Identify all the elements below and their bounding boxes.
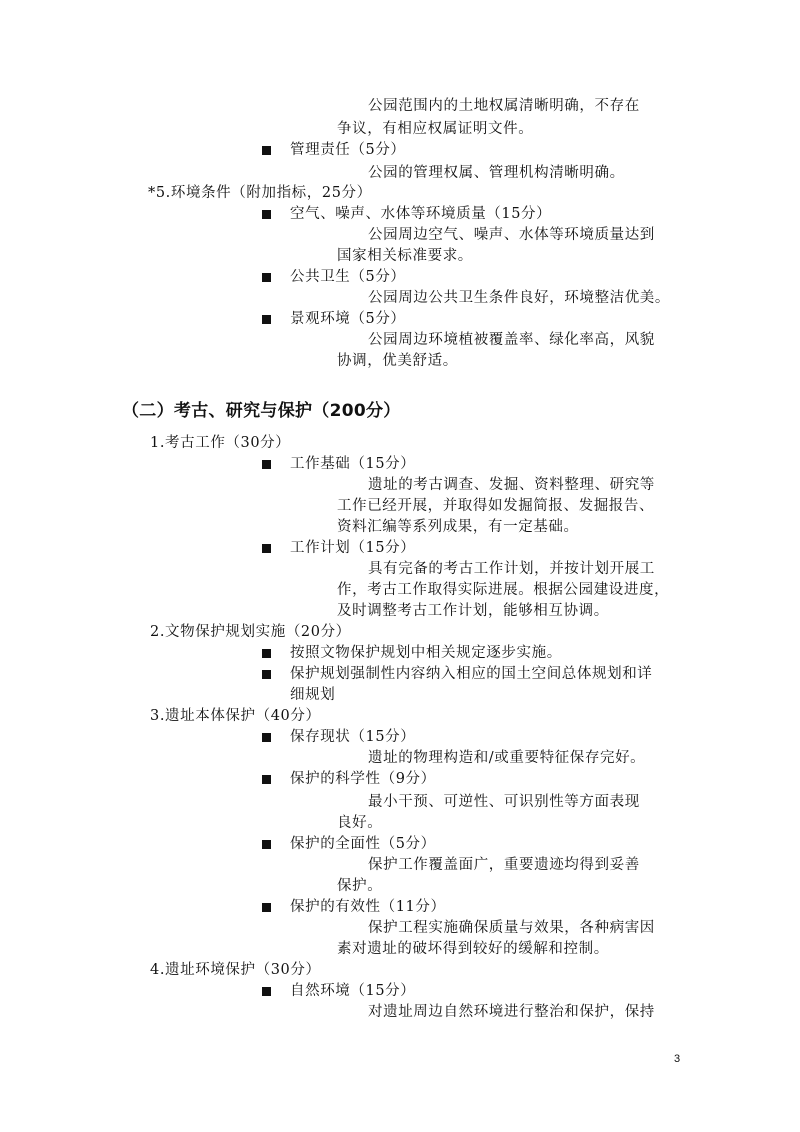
bullet-square-icon bbox=[262, 273, 271, 282]
bullet-heading: 保存现状（15分） bbox=[290, 729, 416, 745]
bullet-square-icon bbox=[262, 670, 271, 679]
text-line: 良好。 bbox=[337, 815, 383, 831]
text-line: 保护工程实施确保质量与效果，各种病害因 bbox=[368, 920, 655, 936]
bullet-text: 保护规划强制性内容纳入相应的国土空间总体规划和详 bbox=[290, 666, 653, 682]
text-line: 作，考古工作取得实际进展。根据公园建设进度， bbox=[337, 582, 670, 598]
section-title: （二）考古、研究与保护（200分） bbox=[122, 401, 401, 421]
text-line: 工作已经开展，并取得如发掘简报、发掘报告、 bbox=[337, 498, 655, 514]
text-line: 公园周边环境植被覆盖率、绿化率高，风貌 bbox=[368, 332, 655, 348]
text-line: 素对遗址的破坏得到较好的缓解和控制。 bbox=[337, 941, 609, 957]
section-item-heading: *5.环境条件（附加指标，25分） bbox=[148, 185, 372, 201]
text-line: 保护工作覆盖面广，重要遗迹均得到妥善 bbox=[368, 857, 640, 873]
bullet-heading: 空气、噪声、水体等环境质量（15分） bbox=[290, 206, 552, 222]
bullet-heading: 工作基础（15分） bbox=[290, 456, 416, 472]
text-line: 保护。 bbox=[337, 878, 383, 894]
bullet-heading: 工作计划（15分） bbox=[290, 540, 416, 556]
text-line: 遗址的考古调查、发掘、资料整理、研究等 bbox=[368, 477, 655, 493]
text-line: 具有完备的考古工作计划，并按计划开展工 bbox=[368, 561, 655, 577]
text-line: 对遗址周边自然环境进行整治和保护，保持 bbox=[368, 1004, 655, 1020]
bullet-square-icon bbox=[262, 987, 271, 996]
bullet-square-icon bbox=[262, 315, 271, 324]
text-line: 遗址的物理构造和/或重要特征保存完好。 bbox=[368, 750, 646, 766]
bullet-heading: 保护的科学性（9分） bbox=[290, 771, 436, 787]
section-item-heading: 4.遗址环境保护（30分） bbox=[150, 962, 321, 978]
bullet-square-icon bbox=[262, 649, 271, 658]
text-line: 资料汇编等系列成果，有一定基础。 bbox=[337, 519, 579, 535]
text-line: 国家相关标准要求。 bbox=[337, 248, 473, 264]
text-line: 及时调整考古工作计划，能够相互协调。 bbox=[337, 603, 609, 619]
text-line: 公园的管理权属、管理机构清晰明确。 bbox=[368, 165, 625, 181]
bullet-square-icon bbox=[262, 210, 271, 219]
bullet-heading: 管理责任（5分） bbox=[290, 142, 406, 158]
bullet-square-icon bbox=[262, 775, 271, 784]
page-number: 3 bbox=[674, 1053, 681, 1065]
bullet-heading: 公共卫生（5分） bbox=[290, 269, 406, 285]
text-line: 最小干预、可逆性、可识别性等方面表现 bbox=[368, 794, 640, 810]
section-item-heading: 3.遗址本体保护（40分） bbox=[150, 708, 321, 724]
bullet-heading: 景观环境（5分） bbox=[290, 311, 406, 327]
bullet-heading: 保护的有效性（11分） bbox=[290, 899, 446, 915]
bullet-square-icon bbox=[262, 146, 271, 155]
bullet-square-icon bbox=[262, 460, 271, 469]
bullet-text: 按照文物保护规划中相关规定逐步实施。 bbox=[290, 645, 562, 661]
text-line: 公园周边公共卫生条件良好，环境整洁优美。 bbox=[368, 290, 670, 306]
text-line: 细规划 bbox=[290, 687, 336, 703]
bullet-square-icon bbox=[262, 903, 271, 912]
bullet-heading: 保护的全面性（5分） bbox=[290, 836, 436, 852]
section-item-heading: 1.考古工作（30分） bbox=[150, 435, 291, 451]
text-line: 争议，有相应权属证明文件。 bbox=[337, 121, 534, 137]
text-line: 协调，优美舒适。 bbox=[337, 353, 458, 369]
text-line: 公园范围内的土地权属清晰明确，不存在 bbox=[368, 98, 640, 114]
bullet-square-icon bbox=[262, 733, 271, 742]
section-item-heading: 2.文物保护规划实施（20分） bbox=[150, 624, 351, 640]
bullet-heading: 自然环境（15分） bbox=[290, 983, 416, 999]
bullet-square-icon bbox=[262, 840, 271, 849]
bullet-square-icon bbox=[262, 544, 271, 553]
text-line: 公园周边空气、噪声、水体等环境质量达到 bbox=[368, 227, 655, 243]
